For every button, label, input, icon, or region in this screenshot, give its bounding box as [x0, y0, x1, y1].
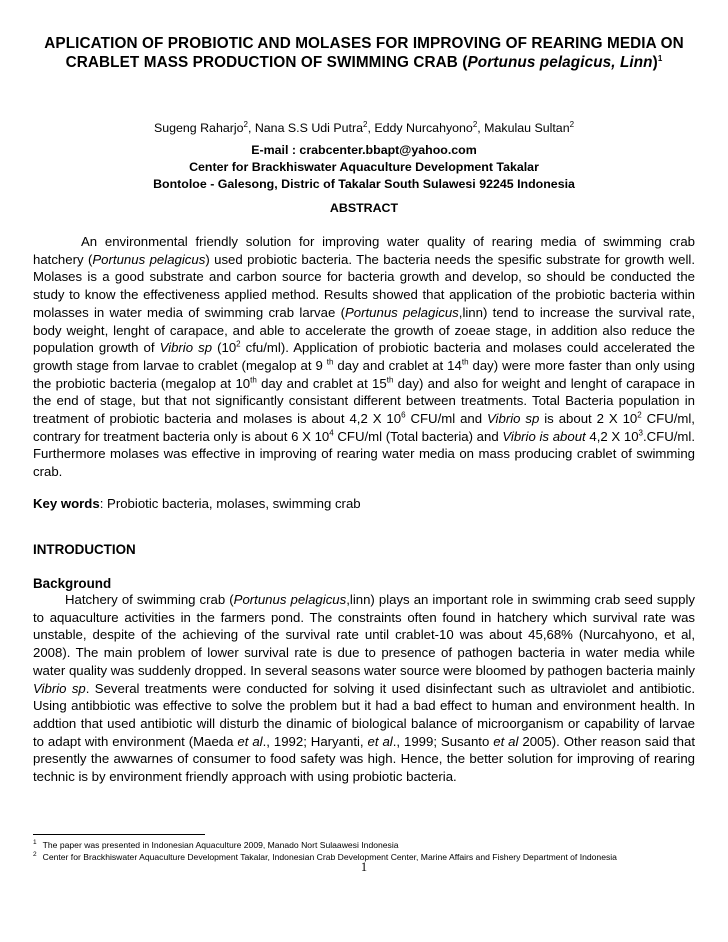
author: Sugeng Raharjo$^2$,: [153, 119, 255, 135]
footnote: $^1$ The paper was presented in Indonesian Aquaculture 2009, Manado Nort Sulaawesi Indonesia: [33, 839, 399, 850]
affiliation-address: Bontoloe - Galesong, Distric of Takalar South Sulawesi 92245 Indonesia: [153, 177, 575, 191]
text-run: CFU/ml and: [405, 411, 487, 427]
text-run: Hatchery of swimming crab (: [65, 592, 234, 607]
footnote: $^2$ Center for Brackhiswater Aquaculture Development Takalar, Indonesian Crab Development Center, Marine Affairs and Fishery Department of Indonesia: [33, 851, 617, 862]
text-run: 4,2 X 10: [585, 428, 639, 444]
text-run: day) were more faster than only using the probiotic bacteria (megalop at 10: [33, 357, 695, 391]
author: Eddy Nurcahyono$^2$,: [374, 119, 485, 135]
text-run: cfu/ml). Application of probiotic bacteria and molases could accelerated the growth stage from larvae to crablet (megalop at 9: [33, 340, 695, 373]
superscript: 4: [329, 428, 334, 438]
title-species: Portunus pelagicus, Linn: [467, 54, 653, 71]
keywords-label: Key words: [33, 496, 100, 511]
text-run: day and crablet at 15: [256, 375, 387, 391]
superscript: th: [326, 357, 334, 367]
text-run: (10: [212, 340, 237, 356]
text-run: is about 2 X 10: [539, 411, 638, 427]
text-run: ,linn) plays an important role in swimming crab seed supply to aquaculture activities in the farmers pond. The constraints often found in hatchery which survival rate was unstable, despite of the achieving of the survival rate until crablet-10 was about 45,68% (Nurcahyono, et al, 2008). The main problem of lower survival rate is due to presence of pathogen bacteria in water media while water quality was suddenly dropped. In several seasons water source were bloomed by pathogen bacteria mainly: [33, 592, 695, 678]
italic-term: Portunus pelagicus: [344, 304, 459, 320]
author: Makulau Sultan$^2$: [484, 119, 575, 135]
text-run: . Several treatments were conducted for solving it used disinfectant such as ultraviolet and antibiotic. Using antibbiotic was effective to solve the problem but it had a bad effect to human and environment health. In addtion that used antibiotic will disturb the dinamic of biological balance of microorganism or capability of larvae to adapt with environment (Maeda: [33, 680, 695, 749]
superscript: 6: [401, 410, 406, 420]
title-footnote-mark: 1: [657, 53, 663, 63]
title-text: APLICATION OF PROBIOTIC AND MOLASES FOR IMPROVING OF REARING MEDIA ON CRABLET MASS PRODUCTION OF SWIMMING CRAB (: [44, 35, 684, 71]
text-run: day and crablet at 14: [333, 357, 462, 373]
background-subheading: Background: [33, 576, 112, 591]
italic-term: Vibrio sp: [33, 680, 86, 696]
text-run: CFU/ml, contrary for treatment bacteria only is about 6 X 10: [33, 411, 695, 444]
author-list: [0, 121, 728, 135]
italic-term: Vibrio sp: [159, 340, 213, 356]
keywords-text: : Probiotic bacteria, molases, swimming crab: [99, 496, 361, 511]
italic-term: et al: [237, 733, 263, 749]
introduction-heading: INTRODUCTION: [33, 542, 136, 557]
text-run: .CFU/ml. Furthermore molases was effective in improving of rearing water media on mass producing crablet of swimming crab.: [33, 428, 695, 480]
keywords-line: [33, 496, 361, 511]
abstract-heading: ABSTRACT: [329, 201, 399, 215]
abstract-body: [33, 233, 695, 481]
text-run: 2005). Other reason said that presently the awwarnes of consumer to food safety was high. Hence, the better solution for improving of rearing technic is by environment friendly approach with using probiotic bacteria.: [33, 733, 695, 785]
text-run: ,linn) tend to increase the survival rate, body weight, lenght of carapace, and able to accelerate the growth of zoeae stage, in addition also reduce the population growth of: [33, 304, 695, 356]
italic-term: Portunus pelagicus: [92, 251, 206, 267]
page-number: 1: [360, 860, 368, 874]
author: Nana S.S Udi Putra$^2$,: [254, 119, 375, 135]
superscript: th: [386, 375, 394, 385]
italic-term: et al: [493, 733, 519, 749]
text-run: An environmental friendly solution for improving water quality of rearing media of swimming crab hatchery (: [33, 234, 695, 267]
text-run: day) and also for weight and lenght of carapace in the end of stage, but that not significantly consistant different between treatments. Total Bacteria population in treatment of probiotic bacteria and molases is about 4,2 X 10: [33, 375, 695, 427]
paper-title: [40, 34, 688, 72]
italic-term: Vibrio is about: [502, 428, 586, 444]
author-email: E-mail : crabcenter.bbapt@yahoo.com: [251, 143, 477, 157]
introduction-body: [33, 591, 695, 786]
superscript: th: [250, 375, 257, 385]
footnote-rule: [33, 834, 205, 835]
text-run: ) used probiotic bacteria. The bacteria needs the spesific substrate for growth well. Molases is a good substrate and carbon source for bacteria growth and develop, so should be conducted the study to know the effectiveness applied method. Results showed that application of the probiotic bacteria within molasses in water media of swimming crab larvae (: [33, 251, 695, 320]
italic-term: Vibrio sp: [487, 411, 540, 427]
superscript: 3: [638, 428, 643, 438]
text-run: ., 1992; Haryanti,: [262, 733, 368, 749]
superscript: th: [461, 357, 469, 367]
title-close: ): [652, 54, 658, 71]
text-run: CFU/ml (Total bacteria) and: [333, 428, 503, 444]
superscript: 2: [637, 410, 642, 420]
text-run: ., 1999; Susanto: [392, 733, 494, 749]
affiliation-center: Center for Brackhiswater Aquaculture Development Takalar: [189, 160, 539, 174]
superscript: 2: [236, 339, 241, 349]
italic-term: et al: [367, 733, 393, 749]
italic-term: Portunus pelagicus: [233, 592, 347, 607]
